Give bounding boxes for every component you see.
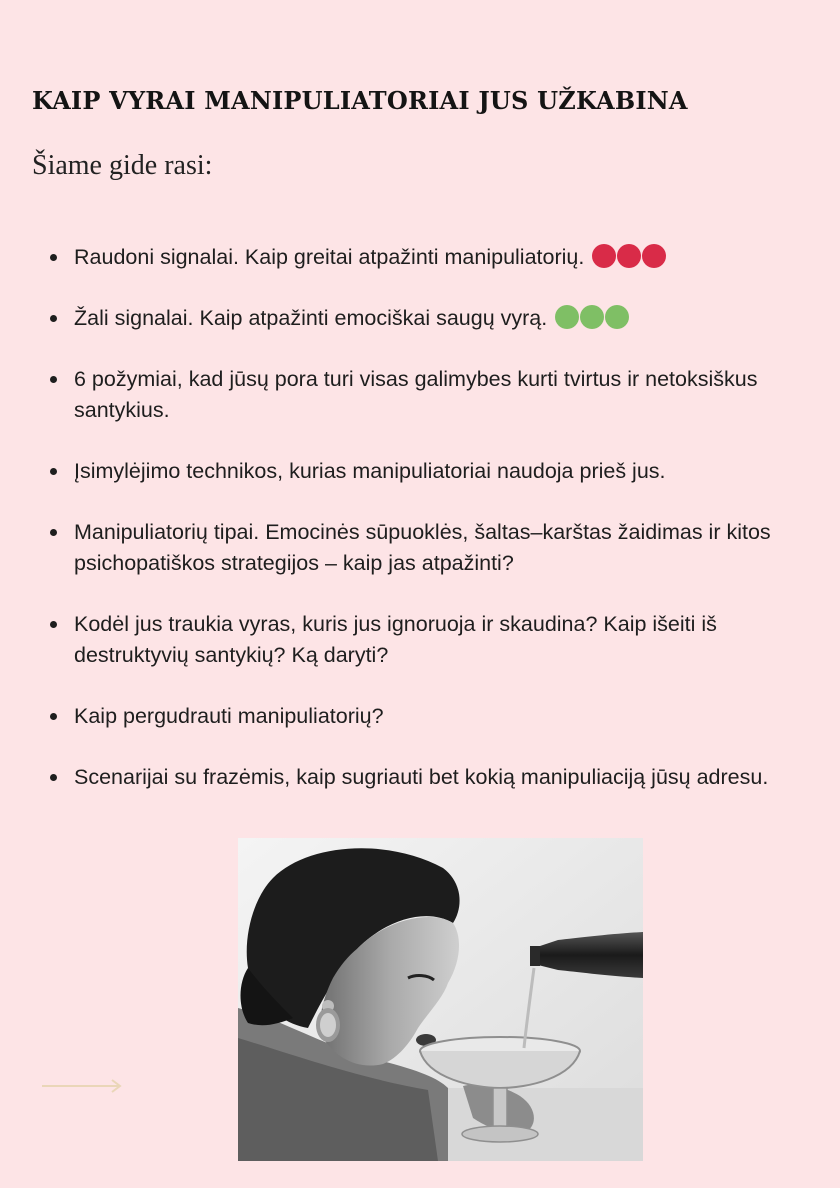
list-item (50, 303, 820, 334)
bullet-icon (50, 315, 57, 322)
woman-champagne-photo (238, 838, 643, 1161)
list-item-text: 6 požymiai, kad jūsų pora turi visas galimybes kurti tvirtus ir netoksiškus santykius. (74, 367, 758, 422)
guide-contents-list (50, 242, 820, 823)
bullet-icon (50, 468, 57, 475)
red-signal-dots (592, 244, 666, 268)
bullet-icon (50, 713, 57, 720)
list-item (50, 517, 820, 579)
red-circle-icon (592, 244, 616, 268)
green-circle-icon (555, 305, 579, 329)
red-circle-icon (617, 244, 641, 268)
list-item-text: Žali signalai. Kaip atpažinti emociškai saugų vyrą. (74, 306, 548, 330)
list-item (50, 762, 820, 793)
bullet-icon (50, 774, 57, 781)
arrow-right-icon[interactable] (40, 1078, 124, 1094)
list-item-text: Scenarijai su frazėmis, kaip sugriauti bet kokią manipuliaciją jūsų adresu. (74, 765, 769, 789)
green-signal-dots (555, 305, 629, 329)
bullet-icon (50, 376, 57, 383)
list-item-text: Įsimylėjimo technikos, kurias manipuliatoriai naudoja prieš jus. (74, 459, 666, 483)
page-subtitle: Šiame gide rasi: (32, 150, 213, 181)
list-item-text: Kodėl jus traukia vyras, kuris jus ignoruoja ir skaudina? Kaip išeiti iš destruktyvių santykių? Ką daryti? (74, 612, 717, 667)
bullet-icon (50, 621, 57, 628)
list-item (50, 456, 820, 487)
list-item-text: Manipuliatorių tipai. Emocinės sūpuoklės, šaltas–karštas žaidimas ir kitos psichopatiškos strategijos – kaip jas atpažinti? (74, 520, 771, 575)
list-item (50, 364, 820, 426)
list-item (50, 242, 820, 273)
page-title: KAIP VYRAI MANIPULIATORIAI JUS UŽKABINA (32, 86, 688, 115)
bullet-icon (50, 254, 57, 261)
list-item (50, 701, 820, 732)
list-item (50, 609, 820, 671)
green-circle-icon (580, 305, 604, 329)
green-circle-icon (605, 305, 629, 329)
red-circle-icon (642, 244, 666, 268)
list-item-text: Kaip pergudrauti manipuliatorių? (74, 704, 384, 728)
list-item-text: Raudoni signalai. Kaip greitai atpažinti manipuliatorių. (74, 245, 585, 269)
bullet-icon (50, 529, 57, 536)
